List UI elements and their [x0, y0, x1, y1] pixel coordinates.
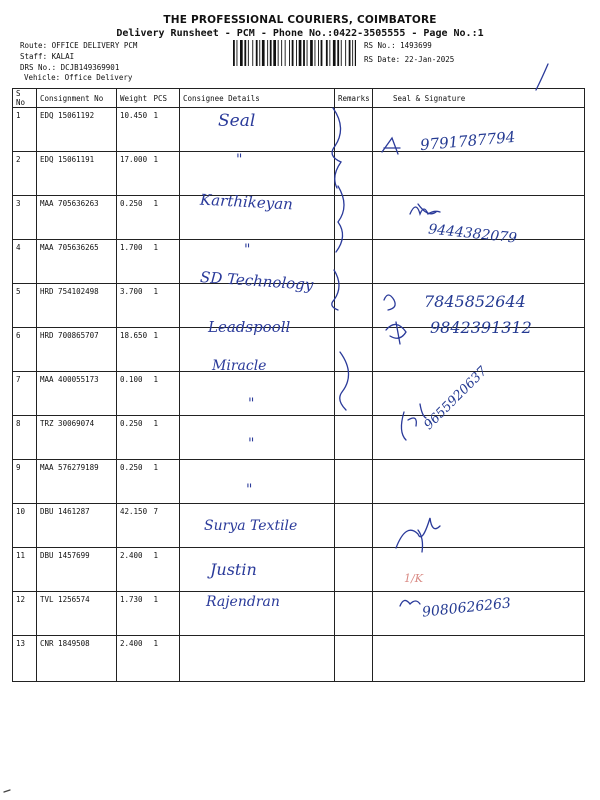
table-row: [13, 504, 585, 548]
row-consignment: MAA 705636263: [37, 196, 117, 240]
handwritten-phone: 9080626263: [421, 595, 512, 621]
barcode-image: [232, 40, 356, 66]
handwritten-consignee: Justin: [210, 560, 257, 579]
row-pcs: 1: [151, 152, 180, 196]
route-label: Route: OFFICE DELIVERY PCM: [20, 41, 138, 50]
row-pcs: 1: [151, 284, 180, 328]
row-remarks: [335, 372, 373, 416]
row-pcs: 1: [151, 240, 180, 284]
barcode-bar: [303, 40, 305, 66]
row-consignment: HRD 754102498: [37, 284, 117, 328]
row-consignment: HRD 700865707: [37, 328, 117, 372]
row-signature: [373, 504, 585, 548]
row-remarks: [335, 460, 373, 504]
handwritten-ditto: ": [236, 152, 243, 168]
col-sno: S No: [13, 89, 37, 108]
table-header-row: [13, 89, 585, 108]
drs-number: DRS No.: DCJB149369901: [20, 63, 120, 72]
row-weight: 0.100: [117, 372, 151, 416]
handwritten-consignee: Surya Textile: [204, 518, 298, 534]
barcode-bar: [270, 40, 272, 66]
col-pcs: PCS: [151, 89, 180, 108]
row-consignee: [180, 636, 335, 682]
row-signature: [373, 152, 585, 196]
barcode-bar: [262, 40, 265, 66]
row-sno: 5: [13, 284, 37, 328]
row-weight: 10.450: [117, 108, 151, 152]
handwritten-phone: 9444382079: [427, 221, 518, 247]
handwritten-consignee: Seal: [218, 111, 256, 131]
barcode-bar: [289, 40, 290, 66]
col-remarks: Remarks: [335, 89, 373, 108]
row-sno: 12: [13, 592, 37, 636]
rs-number: RS No.: 1493699: [364, 41, 432, 50]
barcode-bar: [240, 40, 243, 66]
row-remarks: [335, 152, 373, 196]
row-remarks: [335, 240, 373, 284]
handwritten-consignee: Leadspooll: [208, 318, 291, 336]
handwritten-ditto: ": [248, 436, 255, 452]
row-signature: [373, 240, 585, 284]
row-consignee: [180, 548, 335, 592]
barcode-bar: [285, 40, 286, 66]
row-pcs: 1: [151, 196, 180, 240]
row-remarks: [335, 108, 373, 152]
row-sno: 13: [13, 636, 37, 682]
barcode-bar: [310, 40, 313, 66]
row-remarks: [335, 504, 373, 548]
row-sno: 9: [13, 460, 37, 504]
row-consignment: DBU 1461287: [37, 504, 117, 548]
runsheet-subtitle: Delivery Runsheet - PCM - Phone No.:0422-3505555 - Page No.:1: [116, 28, 484, 39]
barcode-bar: [329, 40, 330, 66]
barcode-bar: [315, 40, 316, 66]
row-pcs: 1: [151, 636, 180, 682]
barcode-bar: [337, 40, 339, 66]
barcode-bar: [349, 40, 351, 66]
row-signature: [373, 416, 585, 460]
row-weight: 2.400: [117, 636, 151, 682]
barcode-bar: [321, 40, 323, 66]
handwritten-ditto: ": [248, 396, 255, 412]
barcode-bar: [326, 40, 328, 66]
barcode-bar: [273, 40, 276, 66]
barcode-bar: [299, 40, 302, 66]
row-sno: 7: [13, 372, 37, 416]
barcode-bar: [355, 40, 356, 66]
row-consignment: MAA 576279189: [37, 460, 117, 504]
row-weight: 1.700: [117, 240, 151, 284]
barcode-bar: [278, 40, 279, 66]
row-weight: 18.650: [117, 328, 151, 372]
row-sno: 4: [13, 240, 37, 284]
table-row: [13, 636, 585, 682]
barcode-bar: [244, 40, 246, 66]
handwritten-phone: 9791787794: [419, 127, 517, 155]
row-pcs: 1: [151, 460, 180, 504]
row-weight: 3.700: [117, 284, 151, 328]
barcode-bar: [307, 40, 308, 66]
row-consignment: TRZ 30069074: [37, 416, 117, 460]
row-weight: 1.730: [117, 592, 151, 636]
company-title: THE PROFESSIONAL COURIERS, COIMBATORE: [163, 14, 437, 26]
barcode-bar: [292, 40, 294, 66]
handwritten-ditto: ": [246, 482, 253, 498]
row-weight: 0.250: [117, 460, 151, 504]
row-weight: 2.400: [117, 548, 151, 592]
row-pcs: 1: [151, 548, 180, 592]
row-pcs: 7: [151, 504, 180, 548]
barcode-bar: [318, 40, 319, 66]
rs-date: RS Date: 22-Jan-2025: [364, 55, 455, 64]
barcode-bar: [233, 40, 235, 66]
row-sno: 6: [13, 328, 37, 372]
barcode-bar: [296, 40, 297, 66]
barcode-bar: [341, 40, 342, 66]
handwritten-phone: 9655920637: [421, 363, 491, 433]
handwritten-consignee: Miracle: [212, 358, 267, 374]
row-consignment: EDQ 15061191: [37, 152, 117, 196]
row-consignee: [180, 108, 335, 152]
row-sno: 2: [13, 152, 37, 196]
barcode-bar: [333, 40, 336, 66]
row-consignment: CNR 1849508: [37, 636, 117, 682]
row-consignee: [180, 152, 335, 196]
barcode-bar: [345, 40, 346, 66]
barcode-bar: [248, 40, 249, 66]
handwritten-consignee: SD Technology: [199, 268, 314, 294]
row-remarks: [335, 328, 373, 372]
barcode-bar: [281, 40, 282, 66]
row-weight: 17.000: [117, 152, 151, 196]
row-pcs: 1: [151, 372, 180, 416]
table-row: [13, 460, 585, 504]
row-pcs: 1: [151, 416, 180, 460]
handwritten-consignee: Rajendran: [206, 594, 280, 610]
col-consignee: Consignee Details: [180, 89, 335, 108]
row-sno: 3: [13, 196, 37, 240]
row-sno: 1: [13, 108, 37, 152]
col-consignment: Consignment No: [37, 89, 117, 108]
row-sno: 10: [13, 504, 37, 548]
table-row: [13, 416, 585, 460]
handwritten-consignee: Karthikeyan: [199, 190, 294, 214]
row-weight: 0.250: [117, 196, 151, 240]
barcode-bar: [256, 40, 258, 66]
col-weight: Weight: [117, 89, 151, 108]
row-consignment: DBU 1457699: [37, 548, 117, 592]
table-row: [13, 372, 585, 416]
col-seal-signature: Seal & Signature: [373, 89, 585, 108]
runsheet-table: [12, 88, 585, 682]
row-consignment: EDQ 15061192: [37, 108, 117, 152]
row-remarks: [335, 548, 373, 592]
barcode-bar: [252, 40, 253, 66]
row-remarks: [335, 284, 373, 328]
barcode-bar: [267, 40, 268, 66]
row-signature: [373, 636, 585, 682]
row-weight: 0.250: [117, 416, 151, 460]
row-remarks: [335, 592, 373, 636]
barcode-bar: [352, 40, 353, 66]
row-pcs: 1: [151, 592, 180, 636]
handwritten-ditto: ": [244, 242, 251, 258]
row-consignment: MAA 705636265: [37, 240, 117, 284]
handwritten-note: 1/K: [404, 572, 423, 585]
row-consignee: [180, 372, 335, 416]
row-remarks: [335, 416, 373, 460]
row-sno: 11: [13, 548, 37, 592]
vehicle-label: Vehicle: Office Delivery: [24, 73, 133, 82]
row-pcs: 1: [151, 108, 180, 152]
handwritten-phone: 7845852644: [424, 292, 526, 311]
row-remarks: [335, 636, 373, 682]
table-row: [13, 152, 585, 196]
table-row: [13, 548, 585, 592]
barcode-bar: [259, 40, 260, 66]
row-weight: 42.150: [117, 504, 151, 548]
row-remarks: [335, 196, 373, 240]
barcode-bar: [237, 40, 238, 66]
staff-label: Staff: KALAI: [20, 52, 75, 61]
row-consignment: MAA 400055173: [37, 372, 117, 416]
handwritten-phone: 9842391312: [430, 318, 532, 337]
row-signature: [373, 460, 585, 504]
row-consignee: [180, 460, 335, 504]
row-pcs: 1: [151, 328, 180, 372]
row-consignment: TVL 1256574: [37, 592, 117, 636]
row-consignee: [180, 416, 335, 460]
row-sno: 8: [13, 416, 37, 460]
